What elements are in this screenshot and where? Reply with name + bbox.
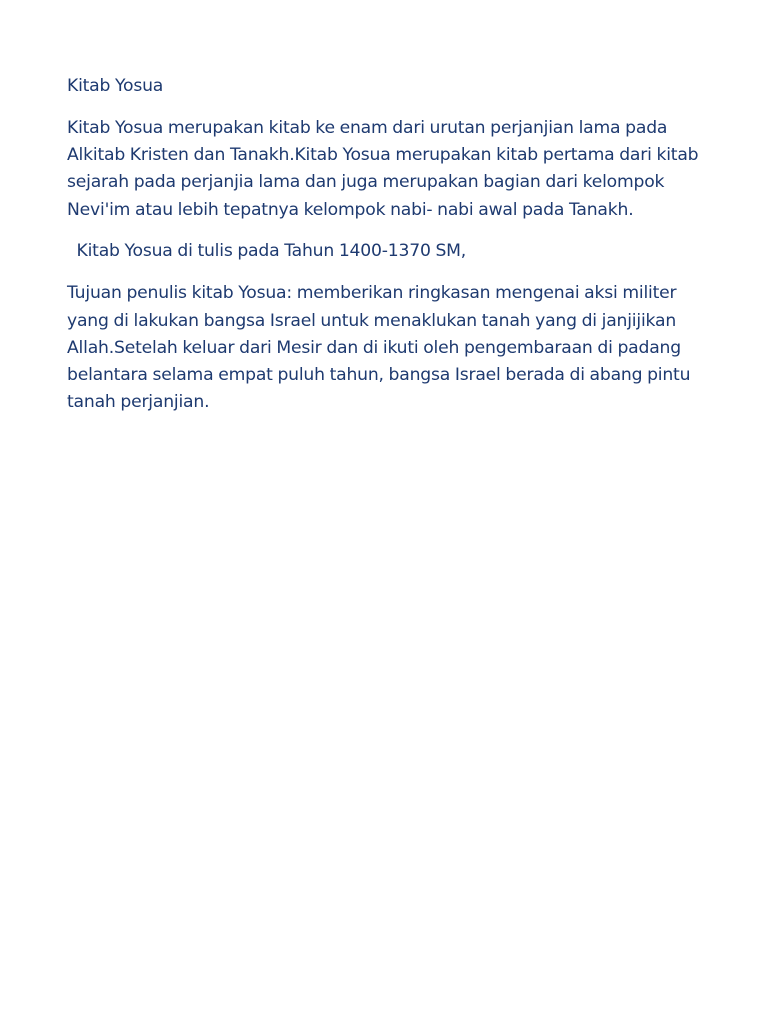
paragraph-line: Tujuan penulis kitab Yosua: memberikan ringkasan mengenai aksi militer xyxy=(67,283,677,304)
document-title: Kitab Yosua xyxy=(67,76,164,96)
paragraph-line: Kitab Yosua merupakan kitab ke enam dari urutan perjanjian lama pada xyxy=(67,117,668,138)
paragraph-purpose xyxy=(67,280,732,416)
paragraph-line: Kitab Yosua di tulis pada Tahun 1400-1370 SM, xyxy=(67,241,467,262)
paragraph-date xyxy=(67,238,732,265)
paragraph-line: sejarah pada perjanjia lama dan juga merupakan bagian dari kelompok xyxy=(67,172,665,193)
paragraph-line: Alkitab Kristen dan Tanakh.Kitab Yosua merupakan kitab pertama dari kitab xyxy=(67,145,699,166)
paragraph-line: Nevi'im atau lebih tepatnya kelompok nabi- nabi awal pada Tanakh. xyxy=(67,199,634,220)
paragraph-line: Allah.Setelah keluar dari Mesir dan di ikuti oleh pengembaraan di padang xyxy=(67,337,681,358)
paragraph-intro xyxy=(67,115,732,224)
paragraph-line: yang di lakukan bangsa Israel untuk menaklukan tanah yang di janjijikan xyxy=(67,310,677,331)
paragraph-line: belantara selama empat puluh tahun, bangsa Israel berada di abang pintu xyxy=(67,365,691,386)
document-body xyxy=(67,73,732,431)
paragraph-line: tanah perjanjian. xyxy=(67,392,210,413)
